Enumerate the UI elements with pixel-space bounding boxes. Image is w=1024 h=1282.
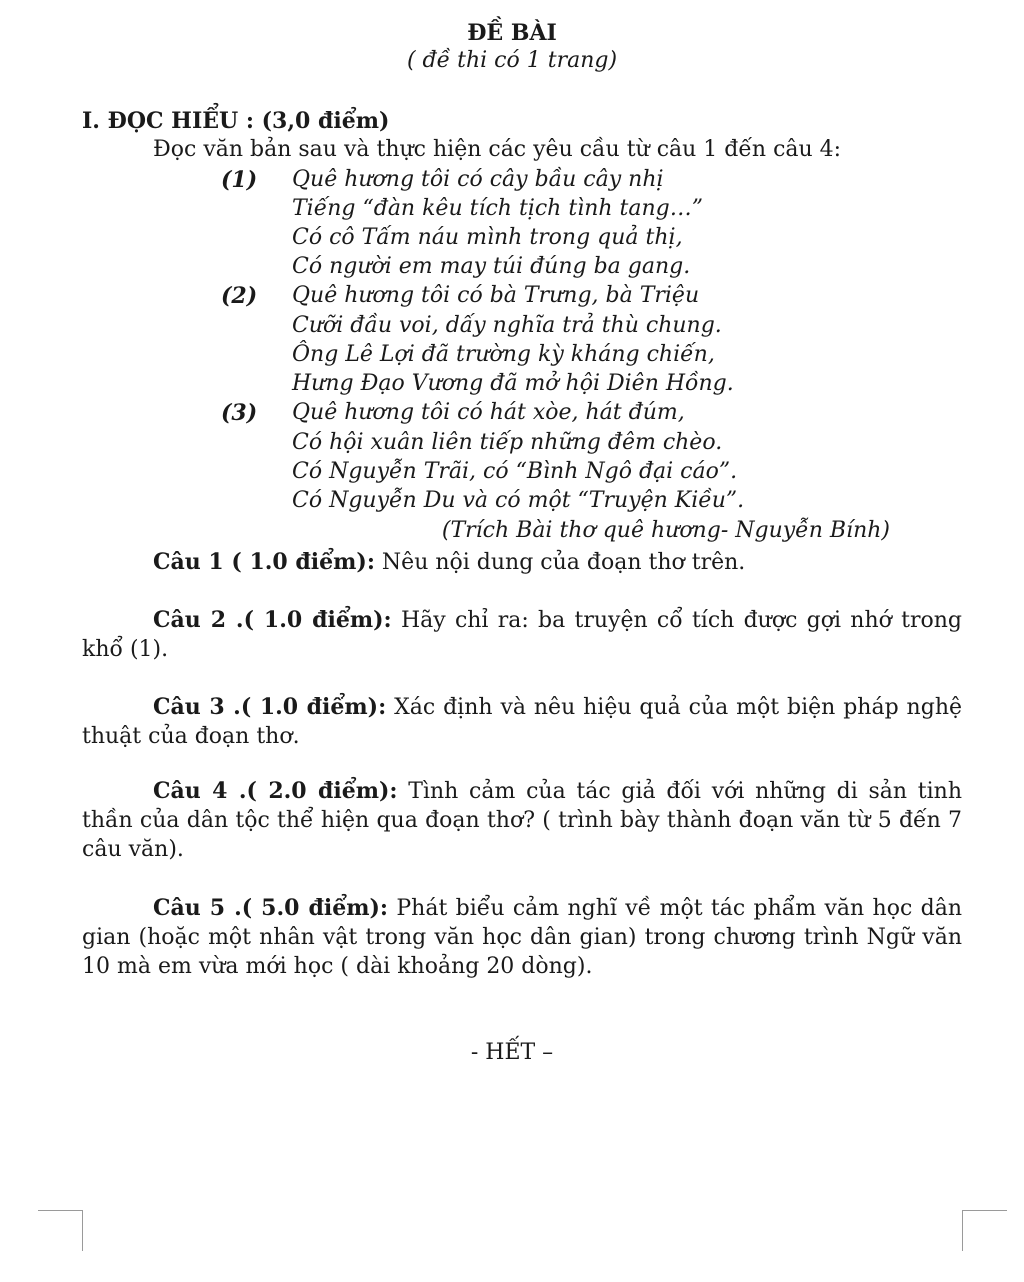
question-label: Câu 5 .( 5.0 điểm): <box>153 895 389 921</box>
question-text: Xác định và nêu hiệu quả của một biện pháp nghệ thuật của đoạn thơ. <box>82 695 963 749</box>
question-text: Nêu nội dung của đoạn thơ trên. <box>374 550 746 575</box>
poem-line: Có cô Tấm náu mình trong quả thị, <box>292 225 683 250</box>
question-5 <box>82 894 962 981</box>
poem-source: (Trích Bài thơ quê hương- Nguyễn Bính) <box>441 518 890 543</box>
poem-line: Quê hương tôi có bà Trưng, bà Triệu <box>292 283 700 308</box>
poem-line: Ông Lê Lợi đã trường kỳ kháng chiến, <box>292 342 715 367</box>
poem-line: Quê hương tôi có cây bầu cây nhị <box>292 167 664 192</box>
page-corner-mark-right <box>962 1210 1007 1251</box>
section-heading: I. ĐỌC HIỂU : (3,0 điểm) <box>82 108 390 134</box>
poem-line: Có hội xuân liên tiếp những đêm chèo. <box>292 430 723 455</box>
exam-title: ĐỀ BÀI <box>467 20 557 46</box>
exam-subtitle: ( đề thi có 1 trang) <box>406 48 618 73</box>
question-1 <box>82 548 962 577</box>
question-3 <box>82 693 962 751</box>
poem-line: Cưỡi đầu voi, dấy nghĩa trả thù chung. <box>292 313 722 338</box>
stanza-number: (1) <box>221 167 258 193</box>
question-text: Tình cảm của tác giả đối với những di sản tinh thần của dân tộc thể hiện qua đoạn thơ? ( trình bày thành đoạn văn từ 5 đến 7 câu văn). <box>82 779 962 862</box>
poem-line: Có Nguyễn Du và có một “Truyện Kiều”. <box>292 488 745 513</box>
question-label: Câu 2 .( 1.0 điểm): <box>153 607 392 633</box>
poem-line: Hưng Đạo Vương đã mở hội Diên Hồng. <box>292 371 734 396</box>
question-label: Câu 1 ( 1.0 điểm): <box>153 549 375 575</box>
end-mark: - HẾT – <box>470 1040 554 1065</box>
question-4 <box>82 777 962 864</box>
poem-line: Quê hương tôi có hát xòe, hát đúm, <box>292 400 685 425</box>
section-instruction: Đọc văn bản sau và thực hiện các yêu cầu từ câu 1 đến câu 4: <box>153 137 842 162</box>
stanza-number: (3) <box>221 400 258 426</box>
poem-line: Có người em may túi đúng ba gang. <box>292 254 691 279</box>
stanza-number: (2) <box>221 283 258 309</box>
question-label: Câu 3 .( 1.0 điểm): <box>153 694 387 720</box>
poem-line: Tiếng “đàn kêu tích tịch tình tang…” <box>292 196 703 221</box>
poem-line: Có Nguyễn Trãi, có “Bình Ngô đại cáo”. <box>292 459 738 484</box>
question-text: Phát biểu cảm nghĩ về một tác phẩm văn học dân gian (hoặc một nhân vật trong văn học dân gian) trong chương trình Ngữ văn 10 mà em vừa mới học ( dài khoảng 20 dòng). <box>82 896 962 979</box>
question-label: Câu 4 .( 2.0 điểm): <box>153 778 398 804</box>
question-2 <box>82 606 962 664</box>
question-text: Hãy chỉ ra: ba truyện cổ tích được gợi nhớ trong khổ (1). <box>82 608 963 662</box>
page-corner-mark-left <box>38 1210 83 1251</box>
